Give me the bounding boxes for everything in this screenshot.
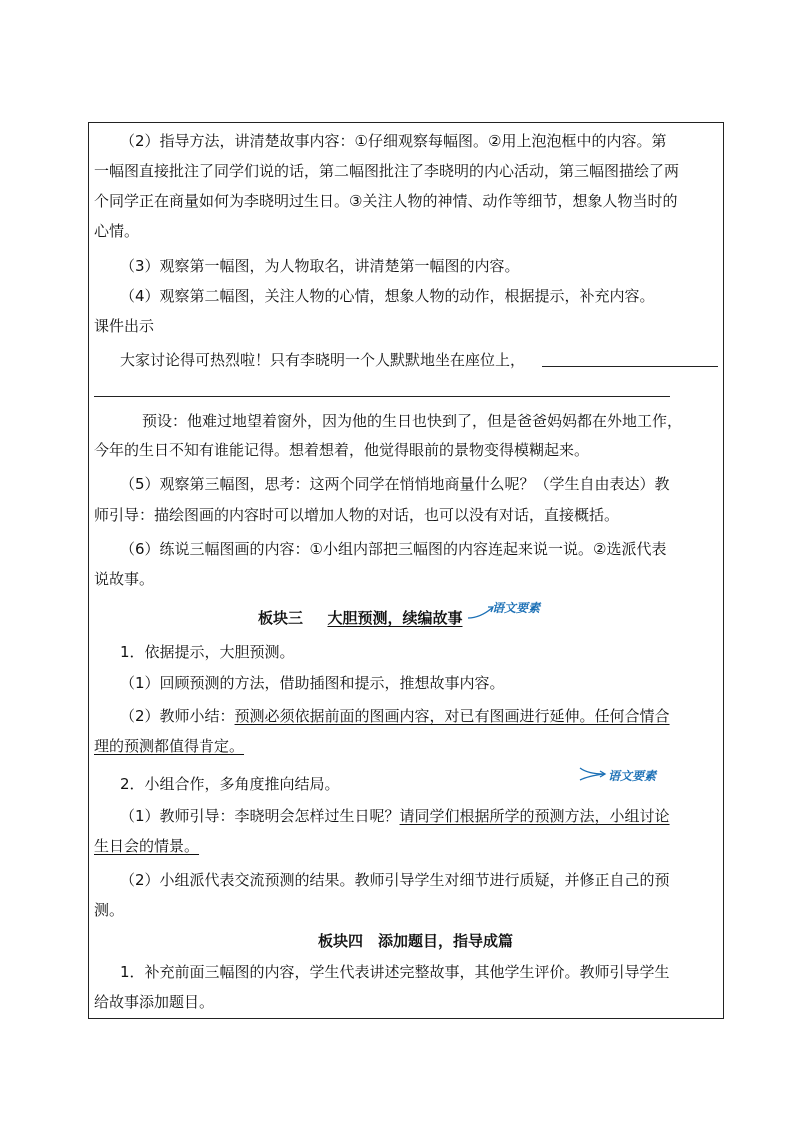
text-segment: （1）教师引导：李晓明会怎样过生日呢？ [120, 807, 400, 825]
text-line: （3）观察第一幅图，为人物取名，讲清楚第一幅图的内容。 [120, 257, 520, 275]
text-line: （4）观察第二幅图，关注人物的心情，想象人物的动作，根据提示，补充内容。 [120, 287, 655, 305]
underlined-segment: 请同学们根据所学的预测方法，小组讨论 [399, 807, 670, 825]
text-line: （1）回顾预测的方法，借助插图和提示，推想故事内容。 [120, 674, 505, 692]
annotation-tag: 语文要素 [608, 769, 657, 783]
text-line: 一幅图直接批注了同学们说的话，第二幅图批注了李晓明的内心活动，第三幅图描绘了两 [94, 162, 680, 180]
text-line: 师引导：描绘图画的内容时可以增加人物的对话，也可以没有对话，直接概括。 [94, 506, 620, 524]
text-line [120, 706, 748, 726]
text-line: 给故事添加题目。 [94, 993, 215, 1011]
text-line: 测。 [94, 901, 125, 919]
text-line: 今年的生日不知有谁能记得。想着想着，他觉得眼前的景物变得模糊起来。 [94, 441, 590, 459]
text-line: （5）观察第三幅图，思考：这两个同学在悄悄地商量什么呢？（学生自由表达）教 [120, 475, 670, 493]
text-line: 个同学正在商量如何为李晓明过生日。③关注人物的神情、动作等细节，想象人物当时的 [94, 192, 678, 210]
text-line: 心情。 [94, 222, 140, 240]
fill-in-blank-line [94, 396, 670, 397]
text-line: （6）练说三幅图画的内容：①小组内部把三幅图的内容连起来说一说。②选派代表 [120, 540, 667, 558]
underlined-line: 生日会的情景。 [94, 837, 200, 855]
text-line: 大家讨论得可热烈啦！只有李晓明一个人默默地坐在座位上， [120, 351, 526, 369]
text-line [120, 806, 748, 826]
text-line: （2）指导方法，讲清楚故事内容：①仔细观察每幅图。②用上泡泡框中的内容。第 [120, 132, 667, 150]
section-heading-3 [258, 608, 463, 628]
text-line: （2）小组派代表交流预测的结果。教师引导学生对细节进行质疑，并修正自己的预 [120, 871, 670, 889]
underlined-line: 理的预测都值得肯定。 [94, 737, 245, 755]
text-segment: （2）教师小结： [120, 707, 235, 725]
section-heading-4: 板块四 添加题目，指导成篇 [318, 932, 514, 950]
text-line: 1．补充前面三幅图的内容，学生代表讲述完整故事，其他学生评价。教师引导学生 [120, 963, 670, 981]
annotation-tag: 语文要素 [492, 601, 541, 615]
text-line: 1．依据提示，大胆预测。 [120, 643, 295, 661]
text-line: 预设：他难过地望着窗外，因为他的生日也快到了，但是爸爸妈妈都在外地工作， [142, 412, 683, 430]
section-title: 大胆预测，续编故事 [327, 609, 463, 627]
fill-in-blank-line [542, 366, 718, 367]
text-line: 说故事。 [94, 570, 155, 588]
text-line: 课件出示 [94, 317, 155, 335]
section-number: 板块三 [258, 609, 304, 627]
annotation-arrow-icon [578, 764, 610, 784]
text-line: 2．小组合作，多角度推向结局。 [120, 775, 340, 793]
underlined-segment: 预测必须依据前面的图画内容，对已有图画进行延伸。任何合情合 [234, 707, 670, 725]
